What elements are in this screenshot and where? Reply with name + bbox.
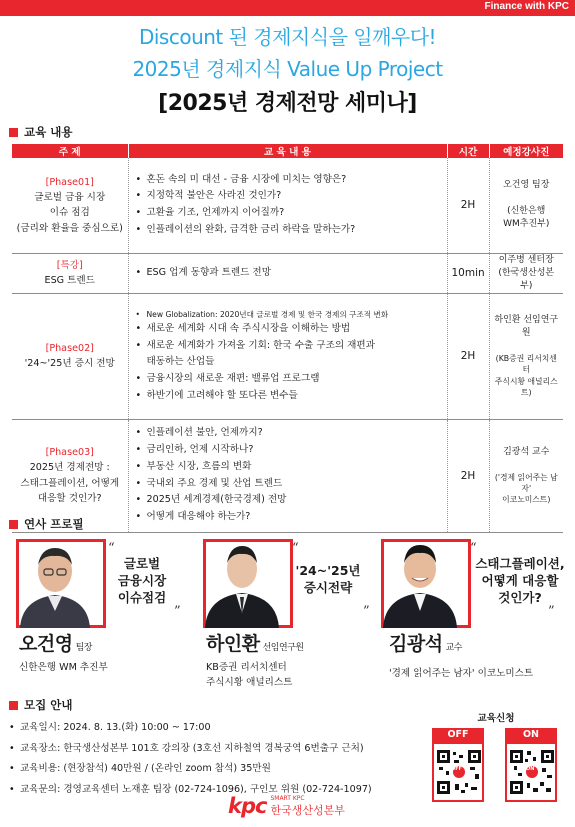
- tab-offline[interactable]: OFF: [432, 728, 484, 742]
- kpc-logo: [228, 794, 345, 818]
- content-item: • 국내외 주요 경제 및 산업 트렌드: [133, 476, 443, 493]
- lecturer-line: 이코노미스트): [502, 495, 551, 505]
- content-item: • 새로운 세계화가 가져올 기회: 한국 수출 구조의 재편과 태동하는 산업들: [133, 338, 443, 372]
- column-header: 시간: [447, 144, 489, 158]
- section-info-title: 모집 안내: [9, 697, 72, 713]
- speaker-quote: '24~'25년 증시전략: [295, 563, 361, 595]
- bullet-square-icon: [9, 701, 18, 710]
- speaker-name: 하인환 선임연구원: [206, 633, 304, 655]
- content-item: • 2025년 세계경제(한국경제) 전망: [133, 492, 443, 509]
- lecturer-cell: [489, 419, 563, 532]
- topic-cell: [12, 293, 128, 419]
- topic-cell: [12, 158, 128, 253]
- topic-line: '24~'25년 증시 전망: [24, 358, 115, 370]
- speaker-name: 김광석 교수: [389, 633, 462, 655]
- column-header: 주 제: [12, 144, 128, 158]
- registration-title: 교육신청: [477, 713, 515, 724]
- lecturer-cell: [489, 253, 563, 293]
- phase-tag: [Phase02]: [45, 342, 94, 354]
- lecturer-line: (KB증권 리서치센터: [495, 354, 557, 375]
- content-item: • 새로운 세계화 시대 속 주식시장을 이해하는 방법: [133, 321, 443, 338]
- content-item: • 지정학적 불안은 사라진 것인가?: [133, 188, 443, 205]
- time-cell: 2H: [447, 158, 489, 253]
- info-item-place: • 교육장소: 한국생산성본부 101호 강의장 (3호선 지하철역 경복궁역 6번출구 근처): [9, 739, 372, 760]
- quote-open-icon: “: [108, 541, 115, 556]
- tab-online[interactable]: ON: [505, 728, 557, 742]
- topic-line: (금리와 환율을 중심으로): [16, 222, 123, 234]
- content-cell: [128, 158, 447, 253]
- speaker-org: '경제 읽어주는 남자' 이코노미스트: [389, 668, 534, 679]
- content-item: • 인플레이션 불안, 언제까지?: [133, 425, 443, 442]
- table-row: [12, 158, 563, 253]
- quote-open-icon: “: [292, 541, 299, 556]
- lecturer-line: ('경제 읽어주는 남자': [494, 472, 558, 494]
- table-row: [12, 293, 563, 419]
- seminar-title: [2025년 경제전망 세미나]: [158, 91, 417, 116]
- phase-tag: [Phase03]: [45, 446, 94, 458]
- time-cell: 10min: [447, 253, 489, 293]
- topic-cell: [12, 253, 128, 293]
- content-cell: [128, 293, 447, 419]
- column-header: 예정강사진: [489, 144, 563, 158]
- topic-line: ESG 트렌드: [44, 275, 95, 287]
- speaker-name: 오건영 팀장: [19, 633, 92, 655]
- section-curriculum-title: 교육 내용: [9, 124, 72, 140]
- content-item: • 금리인하, 언제 시작하나?: [133, 442, 443, 459]
- lecturer-line: WM추진부): [503, 219, 550, 230]
- phase-tag: [특강]: [56, 259, 83, 271]
- quote-open-icon: “: [470, 541, 477, 556]
- lecturer-line: (신한은행: [507, 206, 546, 217]
- content-item: • ESG 업계 동향과 트렌드 전망: [133, 265, 443, 282]
- kpc-org-name: 한국생산성본부: [270, 803, 345, 817]
- lecturer-line: 하인환 선임연구원: [494, 314, 559, 339]
- time-cell: 2H: [447, 293, 489, 419]
- kpc-smart-label: SMART KPC: [270, 794, 305, 802]
- table-row: [12, 253, 563, 293]
- quote-close-icon: ”: [174, 604, 181, 619]
- content-item: • 어떻게 대응해야 하는가?: [133, 509, 443, 526]
- lecturer-line: 주식시황 애널리스트): [494, 376, 558, 397]
- qr-offline-icon: [437, 750, 481, 794]
- speaker-org: KB증권 리서치센터 주식시황 애널리스트: [206, 662, 293, 688]
- headline-line2: 2025년 경제지식 Value Up Project: [132, 57, 443, 81]
- topic-line: 스태그플레이션, 어떻게: [20, 477, 120, 489]
- info-item-contact: • 교육문의: 경영교육센터 노재훈 팀장 (02-724-1096), 구인모 위원 (02-724-1097): [9, 780, 372, 801]
- quote-close-icon: ”: [548, 604, 555, 619]
- qr-code-offline[interactable]: [432, 742, 484, 802]
- time-cell: 2H: [447, 419, 489, 532]
- info-item-fee: • 교육비용: (현장참석) 40만원 / (온라인 zoom 참석) 35만원: [9, 759, 372, 780]
- speaker-photo: [10, 533, 106, 628]
- topic-line: 2025년 경제전망 :: [29, 462, 110, 474]
- column-header: 교 육 내 용: [128, 144, 447, 158]
- bullet-square-icon: [9, 128, 18, 137]
- topic-line: 글로벌 금융 시장: [34, 191, 106, 203]
- content-item: • 금융시장의 새로운 재편: 밸류업 프로그램: [133, 371, 443, 388]
- bullet-square-icon: [9, 520, 18, 529]
- speaker-org: 신한은행 WM 추진부: [19, 662, 108, 673]
- lecturer-cell: [489, 293, 563, 419]
- content-item: • 인플레이션의 완화, 급격한 금리 하락을 말하는가?: [133, 222, 443, 239]
- kpc-logo-mark: kpc: [228, 794, 267, 818]
- speaker-quote: 글로벌 금융시장 이슈점검: [117, 556, 167, 605]
- phase-tag: [Phase01]: [45, 176, 94, 188]
- content-cell: [128, 419, 447, 532]
- curriculum-table: [12, 144, 563, 533]
- section-profiles-title: 연사 프로필: [9, 516, 84, 532]
- content-item: • 하반기에 고려해야 할 또다른 변수들: [133, 388, 443, 405]
- top-banner: [0, 0, 575, 16]
- brand-label: Finance with KPC: [484, 1, 569, 12]
- speaker-photo: [197, 533, 293, 628]
- content-item: • 혼돈 속의 미 대선 - 금융 시장에 미치는 영향은?: [133, 172, 443, 189]
- lecturer-cell: [489, 158, 563, 253]
- info-item-date: • 교육일시: 2024. 8. 13.(화) 10:00 ~ 17:00: [9, 718, 372, 739]
- content-item: • 부동산 시장, 흐름의 변화: [133, 459, 443, 476]
- content-item: • New Globalization: 2020년대 글로벌 경제 및 한국 경제의 구조적 변화: [133, 308, 443, 321]
- lecturer-line: 이주병 센터장: [498, 254, 554, 265]
- table-row: [12, 419, 563, 532]
- qr-badge-on: ON: [526, 766, 535, 772]
- table-header-row: [12, 144, 563, 158]
- quote-close-icon: ”: [363, 604, 370, 619]
- qr-code-online[interactable]: [505, 742, 557, 802]
- headline-line1: Discount 된 경제지식을 일깨우다!: [138, 25, 437, 49]
- speaker-photo: [375, 533, 471, 628]
- lecturer-line: 김광석 교수: [503, 446, 550, 457]
- topic-line: 이슈 점검: [49, 207, 90, 219]
- qr-online-icon: [510, 750, 554, 794]
- speaker-quote: 스태그플레이션, 어떻게 대응할 것인가?: [475, 556, 565, 605]
- info-list: [9, 718, 372, 800]
- content-cell: [128, 253, 447, 293]
- content-item-continued: 태동하는 산업들: [146, 356, 215, 368]
- lecturer-line: (한국생산성본부): [498, 267, 555, 291]
- qr-badge-off: OFF: [451, 766, 463, 772]
- content-item: • 고환율 기조, 언제까지 이어질까?: [133, 205, 443, 222]
- topic-line: 대응할 것인가?: [37, 492, 102, 504]
- lecturer-line: 오건영 팀장: [503, 180, 550, 191]
